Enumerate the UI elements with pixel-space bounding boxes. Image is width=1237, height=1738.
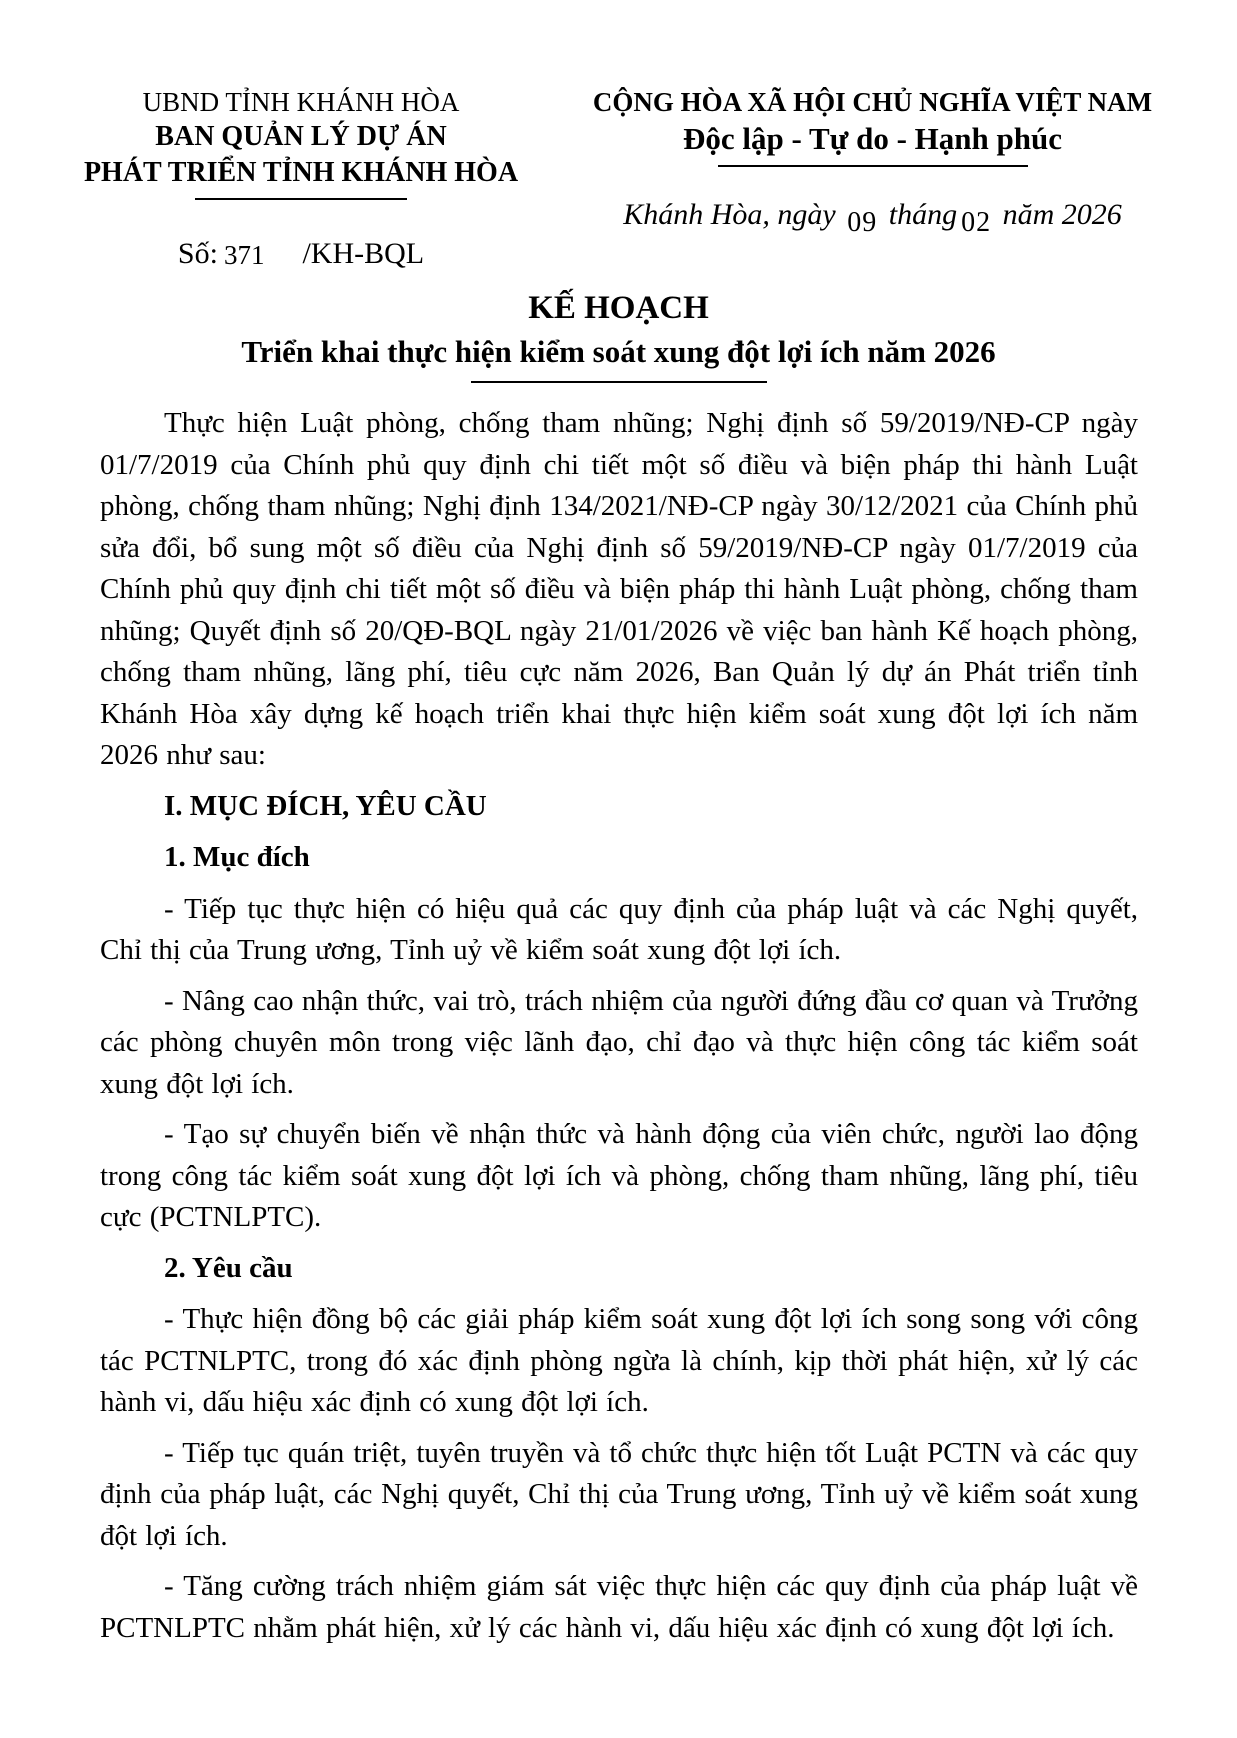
body-paragraph: - Tiếp tục thực hiện có hiệu quả các quy định của pháp luật và các Nghị quyết, Chỉ thị của Trung ương, Tỉnh uỷ về kiểm soát xung đột lợi ích. <box>100 892 1138 966</box>
body-paragraph: Thực hiện Luật phòng, chống tham nhũng; Nghị định số 59/2019/NĐ-CP ngày 01/7/2019 của Chính phủ quy định chi tiết một số điều và biện pháp thi hành Luật phòng, chống tham nhũng; Nghị định 134/2021/NĐ-CP ngày 30/12/2021 của Chính phủ sửa đổi, bổ sung một số điều của Nghị định số 59/2019/NĐ-CP ngày 01/7/2019 của Chính phủ quy định chi tiết một số điều và biện pháp thi hành Luật phòng, chống tham nhũng; Quyết định số 20/QĐ-BQL ngày 21/01/2026 về việc ban hành Kế hoạch phòng, chống tham nhũng, lãng phí, tiêu cực năm 2026, Ban Quản lý dự án Phát triển tỉnh Khánh Hòa xây dựng kế hoạch triển khai thực hiện kiểm soát xung đột lợi ích năm 2026 như sau: <box>100 407 1138 771</box>
body-paragraph: - Nâng cao nhận thức, vai trò, trách nhiệm của người đứng đầu cơ quan và Trưởng các phòng chuyên môn trong việc lãnh đạo, chỉ đạo và thực hiện công tác kiểm soát xung đột lợi ích. <box>100 984 1138 1100</box>
document-subtitle: Triển khai thực hiện kiểm soát xung đột lợi ích năm 2026 <box>241 334 996 369</box>
document-body <box>0 383 1237 1649</box>
date-year-suffix: năm 2026 <box>1002 198 1122 231</box>
date-day-value: 09 <box>847 207 878 238</box>
date-prefix: Khánh Hòa, ngày <box>623 198 836 231</box>
org-name-line1: BAN QUẢN LÝ DỰ ÁN <box>155 121 447 152</box>
motto-divider-rule <box>718 165 1028 167</box>
national-title: CỘNG HÒA XÃ HỘI CHỦ NGHĨA VIỆT NAM <box>592 87 1153 117</box>
national-header-block <box>544 85 1201 274</box>
date-month-label: tháng <box>888 198 958 231</box>
national-motto: Độc lập - Tự do - Hạnh phúc <box>683 121 1062 156</box>
date-month-value: 02 <box>961 207 992 238</box>
document-title-block <box>0 286 1237 383</box>
org-parent-name: UBND TỈNH KHÁNH HÒA <box>142 87 460 117</box>
subsection-heading-yeu-cau: 2. Yêu cầu <box>164 1251 293 1284</box>
subsection-heading-muc-dich: 1. Mục đích <box>164 841 310 873</box>
document-title: KẾ HOẠCH <box>528 290 709 326</box>
body-paragraph: - Tiếp tục quán triệt, tuyên truyền và tổ chức thực hiện tốt Luật PCTN và các quy định của pháp luật, các Nghị quyết, Chỉ thị của Trung ương, Tỉnh uỷ về kiểm soát xung đột lợi ích. <box>100 1436 1138 1552</box>
document-number-value: 371 <box>223 240 265 270</box>
org-divider-rule <box>195 198 407 200</box>
body-paragraph: - Tăng cường trách nhiệm giám sát việc thực hiện các quy định của pháp luật về PCTNLPTC nhằm phát hiện, xử lý các hành vi, dấu hiệu xác định có xung đột lợi ích. <box>100 1570 1138 1644</box>
document-number-suffix: /KH-BQL <box>302 237 425 270</box>
body-paragraph: - Tạo sự chuyển biến về nhận thức và hành động của viên chức, người lao động trong công tác kiểm soát xung đột lợi ích và phòng, chống tham nhũng, lãng phí, tiêu cực (PCTNLPTC). <box>100 1118 1138 1233</box>
body-paragraph: - Thực hiện đồng bộ các giải pháp kiểm soát xung đột lợi ích song song với công tác PCTNLPTC, trong đó xác định phòng ngừa là chính, kịp thời phát hiện, xử lý các hành vi, dấu hiệu xác định có xung đột lợi ích. <box>100 1303 1138 1418</box>
document-number-line <box>58 234 544 274</box>
section-heading-muc-dich-yeu-cau: I. MỤC ĐÍCH, YÊU CẦU <box>164 789 487 822</box>
place-date-line <box>544 195 1201 236</box>
document-header <box>0 0 1237 274</box>
document-number-label: Số: <box>177 237 218 270</box>
issuing-org-block <box>58 85 544 274</box>
org-name-line2: PHÁT TRIỂN TỈNH KHÁNH HÒA <box>83 157 519 188</box>
